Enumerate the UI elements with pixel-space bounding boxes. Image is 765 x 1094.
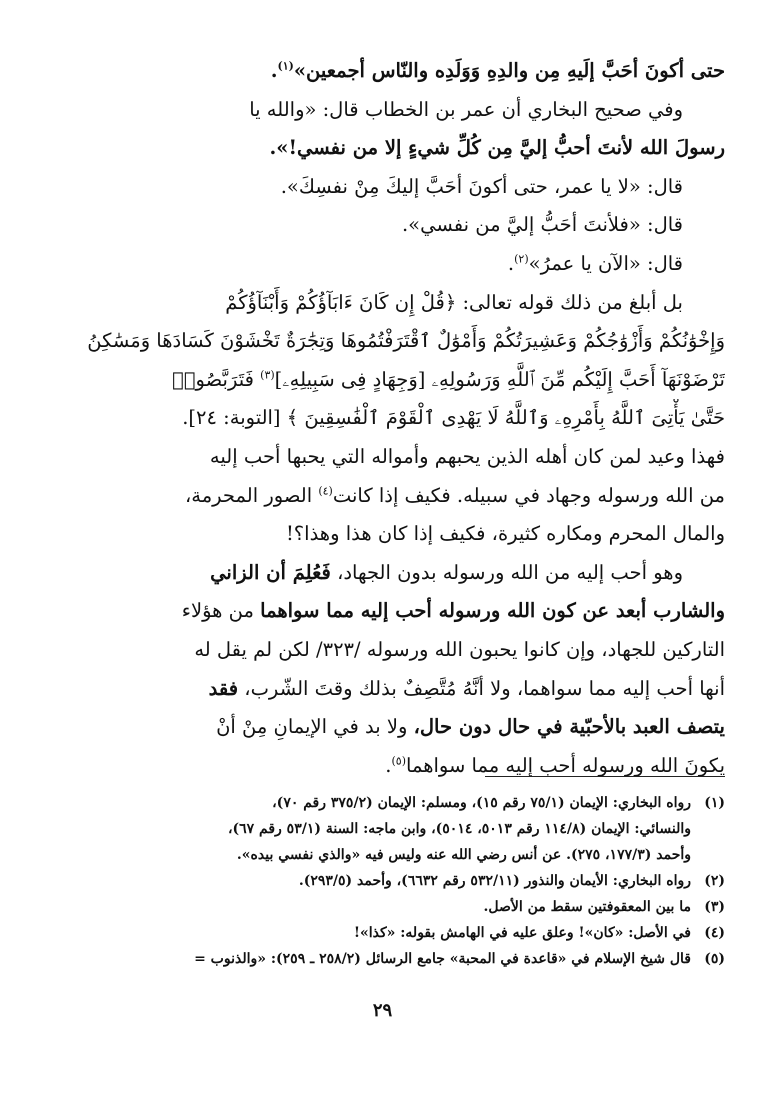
text-line-19: يكونَ الله ورسوله أحب إليه مما سواهما$^{(٥)}$. <box>385 753 725 777</box>
footnote-2 <box>50 868 725 894</box>
footnote-3 <box>50 894 725 920</box>
text-line-4: قال: «لا يا عمر، حتى أكونَ أحَبَّ إليكَ مِنْ نفسِكَ». <box>280 174 683 198</box>
footnote-text: ما بين المعقوفتين سقط من الأصل. <box>483 899 691 915</box>
text-line-8: وَإِخْوَٰنُكُمْ وَأَزْوَٰجُكُمْ وَعَشِيرَتُكُمْ وَأَمْوَٰلٌ ٱقْتَرَفْتُمُوهَا وَتِجَٰرَةٌ تَخْشَوْنَ كَسَادَهَا وَمَسَٰكِنُ <box>87 329 725 353</box>
text-line-6: قال: «الآن يا عمرُ»$^{(٢)}$. <box>507 251 683 275</box>
footnote-text: قال شيخ الإسلام في «قاعدة في المحبة» جامع الرسائل (٢٥٨/٢ ـ ٢٥٩): «والذنوب = <box>194 951 691 967</box>
footnote-4 <box>50 920 725 946</box>
footnote-divider <box>485 776 725 777</box>
footnote-ref-1[interactable]: (١) <box>277 59 294 73</box>
text-line-15: والشارب أبعد عن كون الله ورسوله أحب إليه مما سواهما من هؤلاء <box>181 599 725 623</box>
text-line-18: يتصف العبد بالأحبّية في حال دون حال، ولا بد في الإيمانِ مِنْ أنْ <box>216 715 725 739</box>
text-line-16: التاركين للجهاد، وإن كانوا يحبون الله ورسوله /٣٢٣/ لكن لم يقل له <box>194 637 725 661</box>
footnote-5 <box>50 946 725 972</box>
text-line-12: من الله ورسوله وجهاد في سبيله. فكيف إذا كانت$^{(٤)}$ الصور المحرمة، <box>184 483 725 507</box>
footnote-text: وأحمد (١٧٧/٣، ٢٧٥). عن أنس رضي الله عنه وليس فيه «والذي نفسي بيده». <box>236 847 691 863</box>
footnote-1-cont <box>50 816 725 842</box>
footnote-text: رواه البخاري: الأيمان والنذور (٥٣٢/١١ رقم ٦٦٣٢)، وأحمد (٢٩٣/٥). <box>298 873 691 889</box>
footnote-1-cont2 <box>50 842 725 868</box>
footnotes <box>50 790 725 972</box>
footnote-1 <box>50 790 725 816</box>
text-line-11: فهذا وعيد لمن كان أهله الذين يحبهم وأمواله التي يحبها أحب إليه <box>209 444 725 468</box>
main-text <box>60 52 725 785</box>
footnote-number: (٤) <box>704 925 725 941</box>
text-line-9: تَرْضَوْنَهَآ أَحَبَّ إِلَيْكُم مِّنَ ٱللَّهِ وَرَسُولِهِۦ [وَجِهَادٍ فِى سَبِيلِهِۦ]$^{(٣)}$ فَتَرَبَّصُوا۟ <box>172 367 725 391</box>
footnote-number <box>691 816 725 842</box>
footnote-ref-2[interactable]: (٢) <box>514 252 529 266</box>
footnote-text: والنسائي: الإيمان (١١٤/٨ رقم ٥٠١٣، ٥٠١٤)، وابن ماجه: السنة (٥٣/١ رقم ٦٧)، <box>227 821 691 837</box>
text-line-7: بل أبلغ من ذلك قوله تعالى: ﴿قُلْ إِن كَانَ ءَابَآؤُكُمْ وَأَبْنَآؤُكُمْ <box>225 290 683 314</box>
text-line-2: وفي صحيح البخاري أن عمر بن الخطاب قال: «والله يا <box>249 97 683 121</box>
footnote-text: في الأصل: «كان»! وعلق عليه في الهامش بقوله: «كذا»! <box>353 925 691 941</box>
footnote-number: (٢) <box>704 873 725 889</box>
text-line-17: أنها أحب إليه مما سواهما، ولا أنَّهُ مُتَّصِفٌ بذلك وقتَ الشّرب، فقد <box>208 676 725 700</box>
footnote-ref-4[interactable]: (٤) <box>318 484 333 498</box>
footnote-number: (١) <box>704 795 725 811</box>
text-line-1: حتى أكونَ أحَبَّ إلَيهِ مِن والدِهِ وَوَلَدِه والنّاس أجمعين»$^{(١)}$. <box>270 59 725 82</box>
text-line-5: قال: «فلأنتَ أحَبُّ إليَّ من نفسي». <box>401 213 683 237</box>
text-line-10: حَتَّىٰ يَأْتِىَ ٱللَّهُ بِأَمْرِهِۦ وَٱللَّهُ لَا يَهْدِى ٱلْقَوْمَ ٱلْفَٰسِقِينَ ﴾ [التوبة: ٢٤]. <box>182 406 725 430</box>
text-line-13: والمال المحرم ومكاره كثيرة، فكيف إذا كان هذا وهذا؟! <box>285 522 725 546</box>
footnote-number: (٣) <box>704 899 725 915</box>
footnote-text: رواه البخاري: الإيمان (٧٥/١ رقم ١٥)، ومسلم: الإيمان (٣٧٥/٢ رقم ٧٠)، <box>272 795 691 811</box>
text-line-14: وهو أحب إليه من الله ورسوله بدون الجهاد، فَعُلِمَ أن الزاني <box>210 560 683 584</box>
footnote-number: (٥) <box>704 951 725 967</box>
text-line-3: رسولَ الله لأنتَ أحبُّ إليَّ مِن كُلِّ شيءٍ إلا من نفسي!». <box>269 136 725 160</box>
footnote-ref-5[interactable]: (٥) <box>391 754 406 768</box>
footnote-ref-3[interactable]: (٣) <box>260 368 275 382</box>
footnote-number <box>691 842 725 868</box>
page-number: ٢٩ <box>372 1000 393 1021</box>
